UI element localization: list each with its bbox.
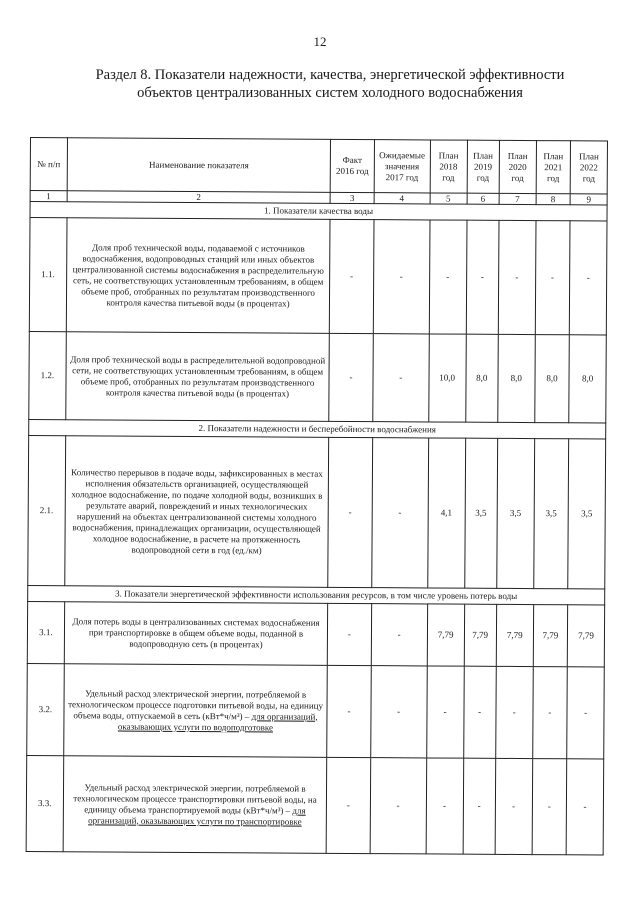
value-plan-2021: 8,0 xyxy=(534,335,569,423)
value-plan-2018: - xyxy=(426,758,463,854)
value-plan-2019: - xyxy=(463,758,496,854)
value-plan-2018: 7,79 xyxy=(427,604,464,666)
value-plan-2020: 8,0 xyxy=(498,334,535,422)
value-plan-2020: 3,5 xyxy=(497,438,535,588)
value-plan-2019: 3,5 xyxy=(464,438,497,588)
row-code: 2.1. xyxy=(28,435,66,585)
value-plan-2021: - xyxy=(535,221,570,335)
header-plan-2022: План 2022 год xyxy=(570,141,607,194)
section-header-reliability: 2. Показатели надежности и бесперебойности водоснабжения xyxy=(29,419,606,439)
value-plan-2022: 8,0 xyxy=(569,335,606,423)
header-plan-2018: План 2018 год xyxy=(430,140,467,193)
section-title xyxy=(40,66,620,102)
row-name xyxy=(63,664,327,758)
column-number: 3 xyxy=(330,192,373,203)
value-expected-2017: - xyxy=(370,758,427,854)
header-num: № п/п xyxy=(30,138,67,191)
value-plan-2020: 7,79 xyxy=(496,604,533,666)
row-code: 3.2. xyxy=(27,663,64,755)
section-header-quality: 1. Показатели качества воды xyxy=(30,202,607,222)
row-code: 3.1. xyxy=(27,601,64,663)
value-fact-2016: - xyxy=(327,757,371,853)
value-plan-2019: 7,79 xyxy=(464,604,497,666)
row-name-underlined: для организаций, оказывающих услуги по транспортировке xyxy=(88,805,306,827)
value-fact-2016: - xyxy=(328,437,372,587)
value-fact-2016: - xyxy=(330,219,374,333)
section-header-energy: 3. Показатели энергетической эффективности использования ресурсов, в том числе уровень потерь воды xyxy=(28,585,605,605)
table-row xyxy=(26,755,604,855)
value-plan-2022: - xyxy=(566,759,603,855)
value-plan-2022: 7,79 xyxy=(567,605,604,667)
value-expected-2017: - xyxy=(373,220,430,334)
value-plan-2019: - xyxy=(463,666,496,758)
table-row xyxy=(29,218,607,336)
section-title-line2: объектов централизованных систем холодного водоснабжения xyxy=(137,85,523,101)
row-name: Доля проб технической воды, подаваемой с источников водоснабжения, водопроводных станций или иных объектов централизованной системы водоснабжения в распределительную сеть, не соответствующих установленным требованиям, в общем объеме проб, отобранных по результатам производственного контроля качества питьевой воды (в процентах) xyxy=(66,218,330,334)
value-plan-2018: - xyxy=(426,666,463,758)
header-plan-2019: План 2019 год xyxy=(467,140,500,193)
value-expected-2017: - xyxy=(370,666,427,758)
value-plan-2021: 7,79 xyxy=(533,605,568,667)
value-plan-2018: 10,0 xyxy=(429,334,466,422)
row-name: Доля потерь воды в централизованных системах водоснабжения при транспортировке в общем объеме воды, поданной в водопроводную сеть (в процентах) xyxy=(64,602,328,666)
row-code: 1.2. xyxy=(29,331,66,419)
value-fact-2016: - xyxy=(328,603,372,665)
value-plan-2020: - xyxy=(496,666,533,758)
column-number: 5 xyxy=(430,193,467,204)
table-row xyxy=(28,435,606,589)
value-plan-2021: - xyxy=(532,759,567,855)
row-name-text: Удельный расход электрической энергии, потребляемой в технологическом процессе транспортировки питьевой воды, на единицу объема транспортируемой воды (кВт*ч/м³) – xyxy=(73,781,317,816)
value-plan-2020: - xyxy=(498,220,535,334)
header-plan-2021: План 2021 год xyxy=(536,141,571,194)
row-name-underlined: для организаций, оказывающих услуги по водоподготовке xyxy=(117,710,318,732)
column-number: 8 xyxy=(536,194,571,205)
value-fact-2016: - xyxy=(329,333,373,421)
header-plan-2020: План 2020 год xyxy=(499,140,536,193)
table-row xyxy=(27,663,605,759)
table-row xyxy=(27,601,604,667)
value-expected-2017: - xyxy=(372,334,429,422)
header-row xyxy=(30,138,607,195)
value-plan-2020: - xyxy=(495,758,532,854)
column-number: 6 xyxy=(467,193,499,204)
row-name xyxy=(63,756,327,854)
indicators-table xyxy=(26,137,608,856)
value-fact-2016: - xyxy=(327,665,371,757)
row-name: Количество перерывов в подаче воды, зафиксированных в местах исполнения обязательств организацией, осуществляющей холодное водоснабжение, по подаче холодной воды, возникших в результате аварий, повреждений и иных технологических нарушений на объектах централизованной системы холодного водоснабжения, принадлежащих организации, осуществляющей холодное водоснабжение, в расчете на протяженность водопроводной сети в год (ед./км) xyxy=(64,436,329,588)
value-plan-2021: - xyxy=(532,667,567,759)
table-row xyxy=(29,331,607,423)
row-code: 1.1. xyxy=(29,218,66,332)
value-expected-2017: - xyxy=(371,604,428,666)
header-name: Наименование показателя xyxy=(67,138,331,193)
column-number: 7 xyxy=(499,193,536,204)
row-name-text: Удельный расход электрической энергии, потребляемой в технологическом процессе подготовки питьевой воды, на единицу объема воды, отпускаемой в сеть (кВт*ч/м³) – xyxy=(68,687,324,721)
section-title-line1: Раздел 8. Показатели надежности, качества, энергетической эффективности xyxy=(95,67,565,83)
value-plan-2019: 8,0 xyxy=(465,334,498,422)
value-plan-2022: - xyxy=(567,667,604,759)
header-fact-2016: Факт 2016 год xyxy=(331,139,375,192)
value-expected-2017: - xyxy=(371,438,428,588)
column-number: 2 xyxy=(67,191,331,204)
value-plan-2018: 4,1 xyxy=(428,438,466,588)
value-plan-2022: 3,5 xyxy=(568,439,606,589)
column-number: 4 xyxy=(374,193,430,204)
header-expected-2017: Ожидаемые значения 2017 год xyxy=(374,140,430,193)
page-number: 12 xyxy=(313,34,327,49)
column-number: 1 xyxy=(30,191,67,202)
value-plan-2022: - xyxy=(570,221,607,335)
column-number: 9 xyxy=(570,194,607,205)
row-code: 3.3. xyxy=(26,755,63,851)
row-name: Доля проб технической воды в распределительной водопроводной сети, не соответствующих установленным требованиям, в общем объеме проб, отобранных по результатам производственного контроля качества питьевой воды (в процентах) xyxy=(66,332,330,422)
value-plan-2018: - xyxy=(429,220,466,334)
value-plan-2019: - xyxy=(466,220,499,334)
value-plan-2021: 3,5 xyxy=(533,439,568,589)
